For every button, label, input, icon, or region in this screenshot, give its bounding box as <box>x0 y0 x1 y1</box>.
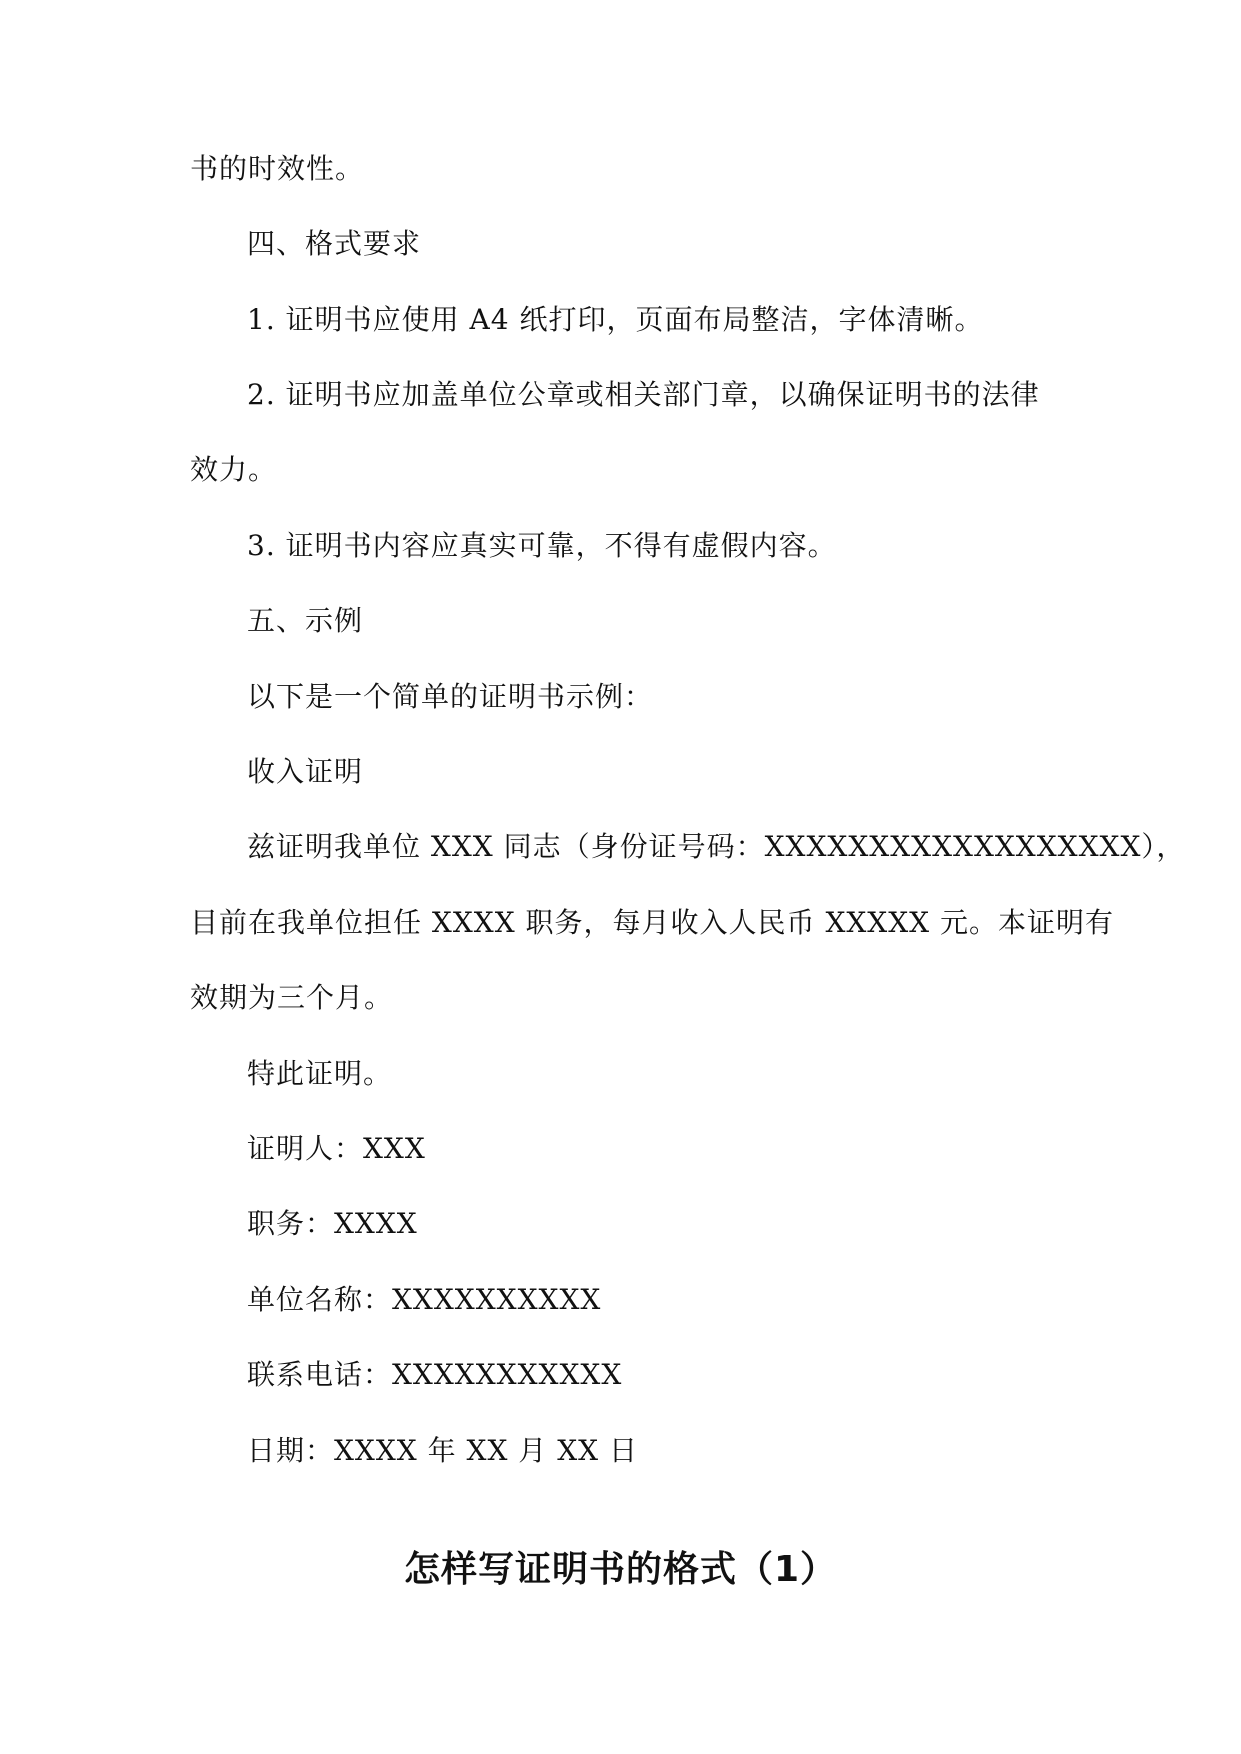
certifier-field: 证明人：XXX <box>247 1132 426 1165</box>
paragraph-continuation: 书的时效性。 <box>190 152 365 185</box>
certificate-body-line-2: 目前在我单位担任 XXXX 职务，每月收入人民币 XXXXX 元。本证明有 <box>190 906 1115 939</box>
position-field: 职务：XXXX <box>247 1207 418 1240</box>
certificate-closing: 特此证明。 <box>247 1057 393 1090</box>
phone-field: 联系电话：XXXXXXXXXXX <box>247 1358 623 1391</box>
requirement-item-2: 2. 证明书应加盖单位公章或相关部门章，以确保证明书的法律 <box>247 378 1040 411</box>
certificate-body-line-1: 兹证明我单位 XXX 同志（身份证号码：XXXXXXXXXXXXXXXXXX）， <box>247 830 1186 863</box>
requirement-item-2-continuation: 效力。 <box>190 453 278 486</box>
requirement-item-3: 3. 证明书内容应真实可靠，不得有虚假内容。 <box>247 529 837 562</box>
section-heading-example: 五、示例 <box>247 604 364 637</box>
date-field: 日期：XXXX 年 XX 月 XX 日 <box>247 1434 638 1467</box>
certificate-body-line-3: 效期为三个月。 <box>190 981 394 1014</box>
requirement-item-1: 1. 证明书应使用 A4 纸打印，页面布局整洁，字体清晰。 <box>247 303 984 336</box>
example-intro: 以下是一个简单的证明书示例： <box>247 680 654 713</box>
organization-field: 单位名称：XXXXXXXXXX <box>247 1283 602 1316</box>
certificate-title: 收入证明 <box>247 755 364 788</box>
next-section-title: 怎样写证明书的格式（1） <box>403 1549 838 1590</box>
section-heading-format-requirements: 四、格式要求 <box>247 227 422 260</box>
